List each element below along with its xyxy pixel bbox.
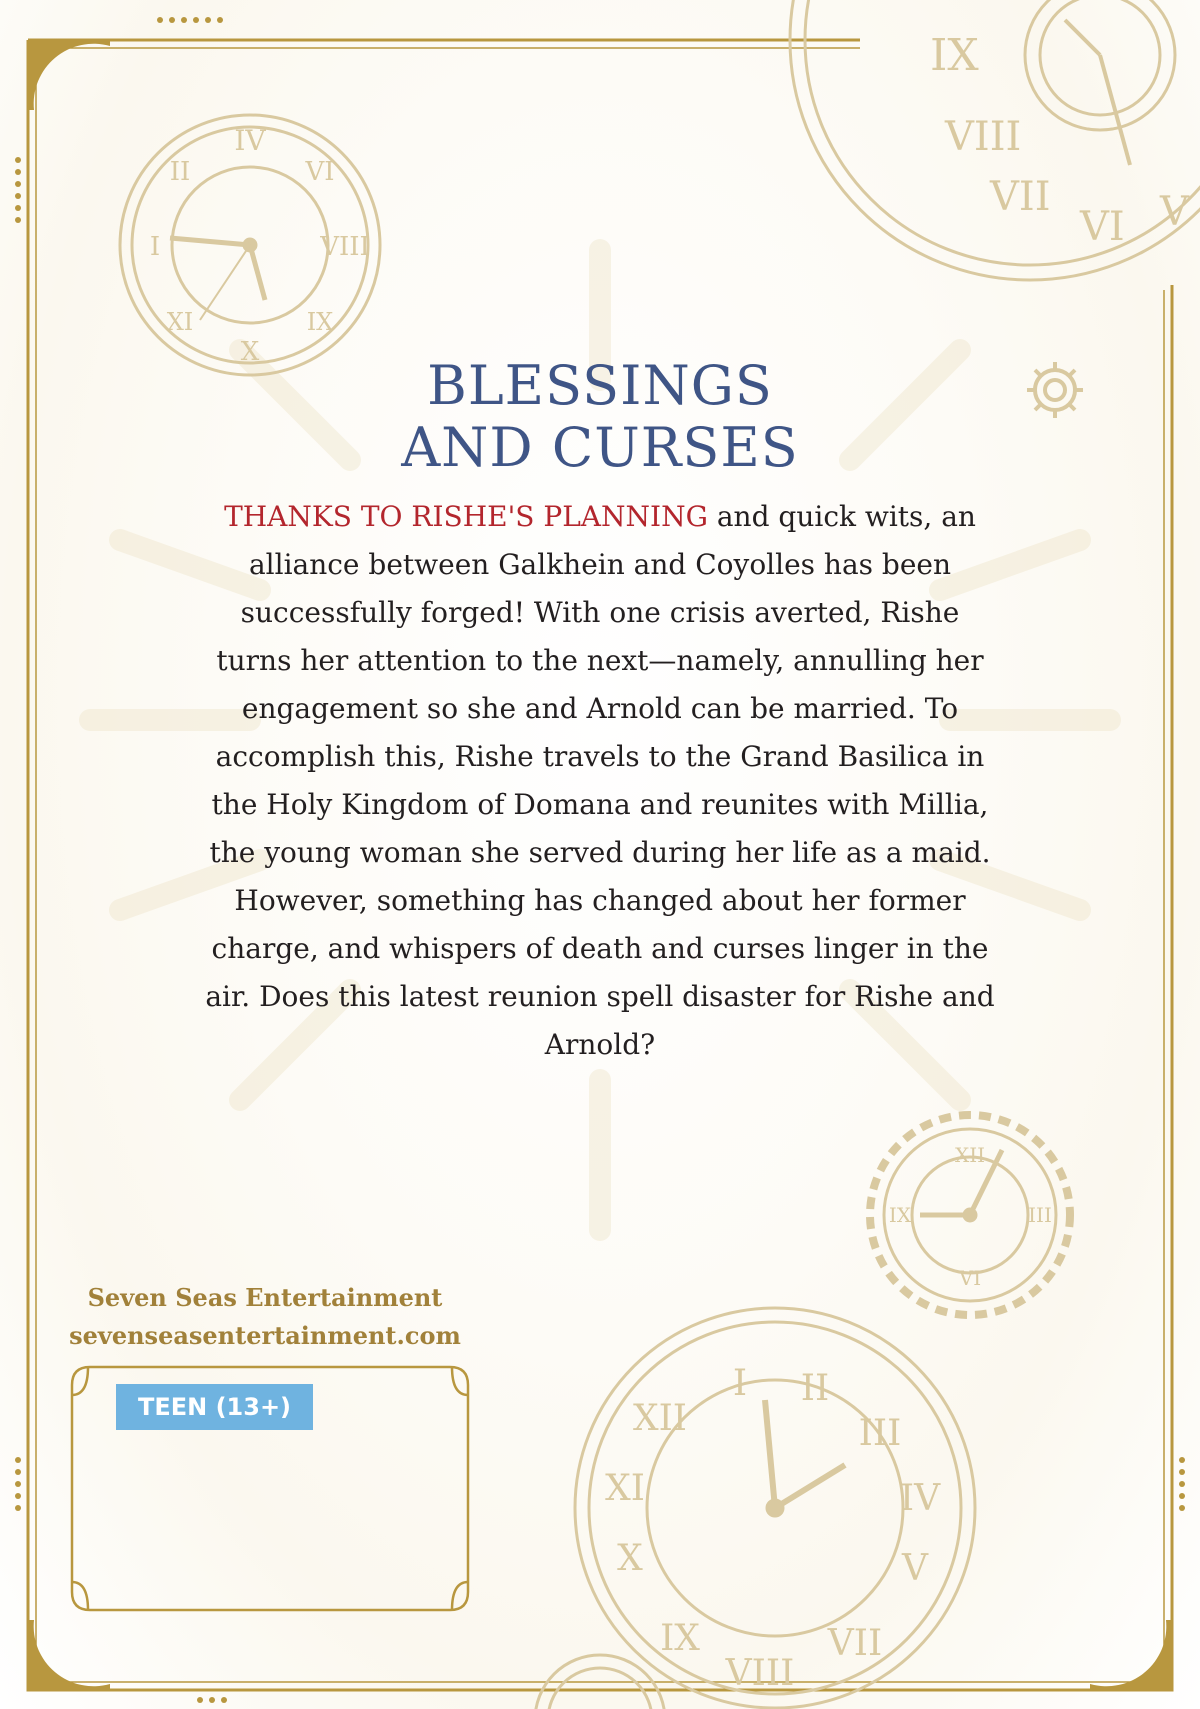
publisher-url: sevenseasentertainment.com xyxy=(69,1321,461,1350)
svg-text:XII: XII xyxy=(632,1398,688,1439)
svg-text:IX: IX xyxy=(660,1618,700,1659)
svg-text:VIII: VIII xyxy=(725,1653,795,1694)
svg-text:VI: VI xyxy=(1080,204,1125,250)
svg-text:II: II xyxy=(169,157,191,187)
svg-text:VIII: VIII xyxy=(945,114,1022,160)
svg-text:VI: VI xyxy=(305,157,335,187)
svg-text:VIII: VIII xyxy=(320,232,370,262)
svg-text:V: V xyxy=(902,1548,928,1589)
svg-text:IX: IX xyxy=(930,30,979,81)
svg-text:IV: IV xyxy=(234,124,266,157)
synopsis xyxy=(200,493,1000,1069)
svg-text:X: X xyxy=(240,337,260,367)
synopsis-lead: THANKS TO RISHE'S PLANNING xyxy=(224,500,708,533)
svg-text:IX: IX xyxy=(888,1203,912,1227)
svg-text:I: I xyxy=(149,232,161,262)
title-line-2: AND CURSES xyxy=(401,416,799,479)
svg-text:XI: XI xyxy=(605,1468,645,1509)
svg-text:IX: IX xyxy=(306,308,334,336)
clock-icon xyxy=(120,115,380,375)
age-rating-badge: TEEN (13+) xyxy=(116,1384,313,1430)
gear-icon xyxy=(1027,362,1083,418)
publisher-block xyxy=(55,1279,475,1355)
svg-text:VII: VII xyxy=(990,174,1051,220)
clock-icon xyxy=(575,1308,975,1708)
clock-icon xyxy=(870,1115,1070,1315)
book-title xyxy=(300,355,900,479)
svg-text:I: I xyxy=(732,1363,748,1404)
svg-text:XII: XII xyxy=(954,1143,986,1167)
svg-text:X: X xyxy=(617,1538,643,1579)
publisher-name: Seven Seas Entertainment xyxy=(87,1283,443,1312)
svg-text:VI: VI xyxy=(958,1266,982,1290)
svg-text:III: III xyxy=(1028,1203,1052,1227)
clock-icon xyxy=(790,0,1200,280)
synopsis-body: and quick wits, an alliance between Galkhein and Coyolles has been successfully forged! With one crisis averted, Rishe turns her attention to the next—namely, annulling her engagement so she and Arnold can be married. To accomplish this, Rishe travels to the Grand Basilica in the Holy Kingdom of Domana and reunites with Millia, the young woman she served during her life as a maid. However, something has changed about her former charge, and whispers of death and curses linger in the air. Does this latest reunion spell disaster for Rishe and Arnold? xyxy=(205,500,995,1061)
svg-text:III: III xyxy=(858,1413,902,1454)
title-line-1: BLESSINGS xyxy=(427,354,773,417)
corner-ornament-bottom-left xyxy=(15,1457,227,1703)
svg-text:V: V xyxy=(1160,189,1189,235)
svg-text:IV: IV xyxy=(899,1478,941,1519)
svg-text:XI: XI xyxy=(166,308,194,336)
svg-text:II: II xyxy=(800,1368,830,1409)
svg-text:VII: VII xyxy=(827,1623,883,1664)
